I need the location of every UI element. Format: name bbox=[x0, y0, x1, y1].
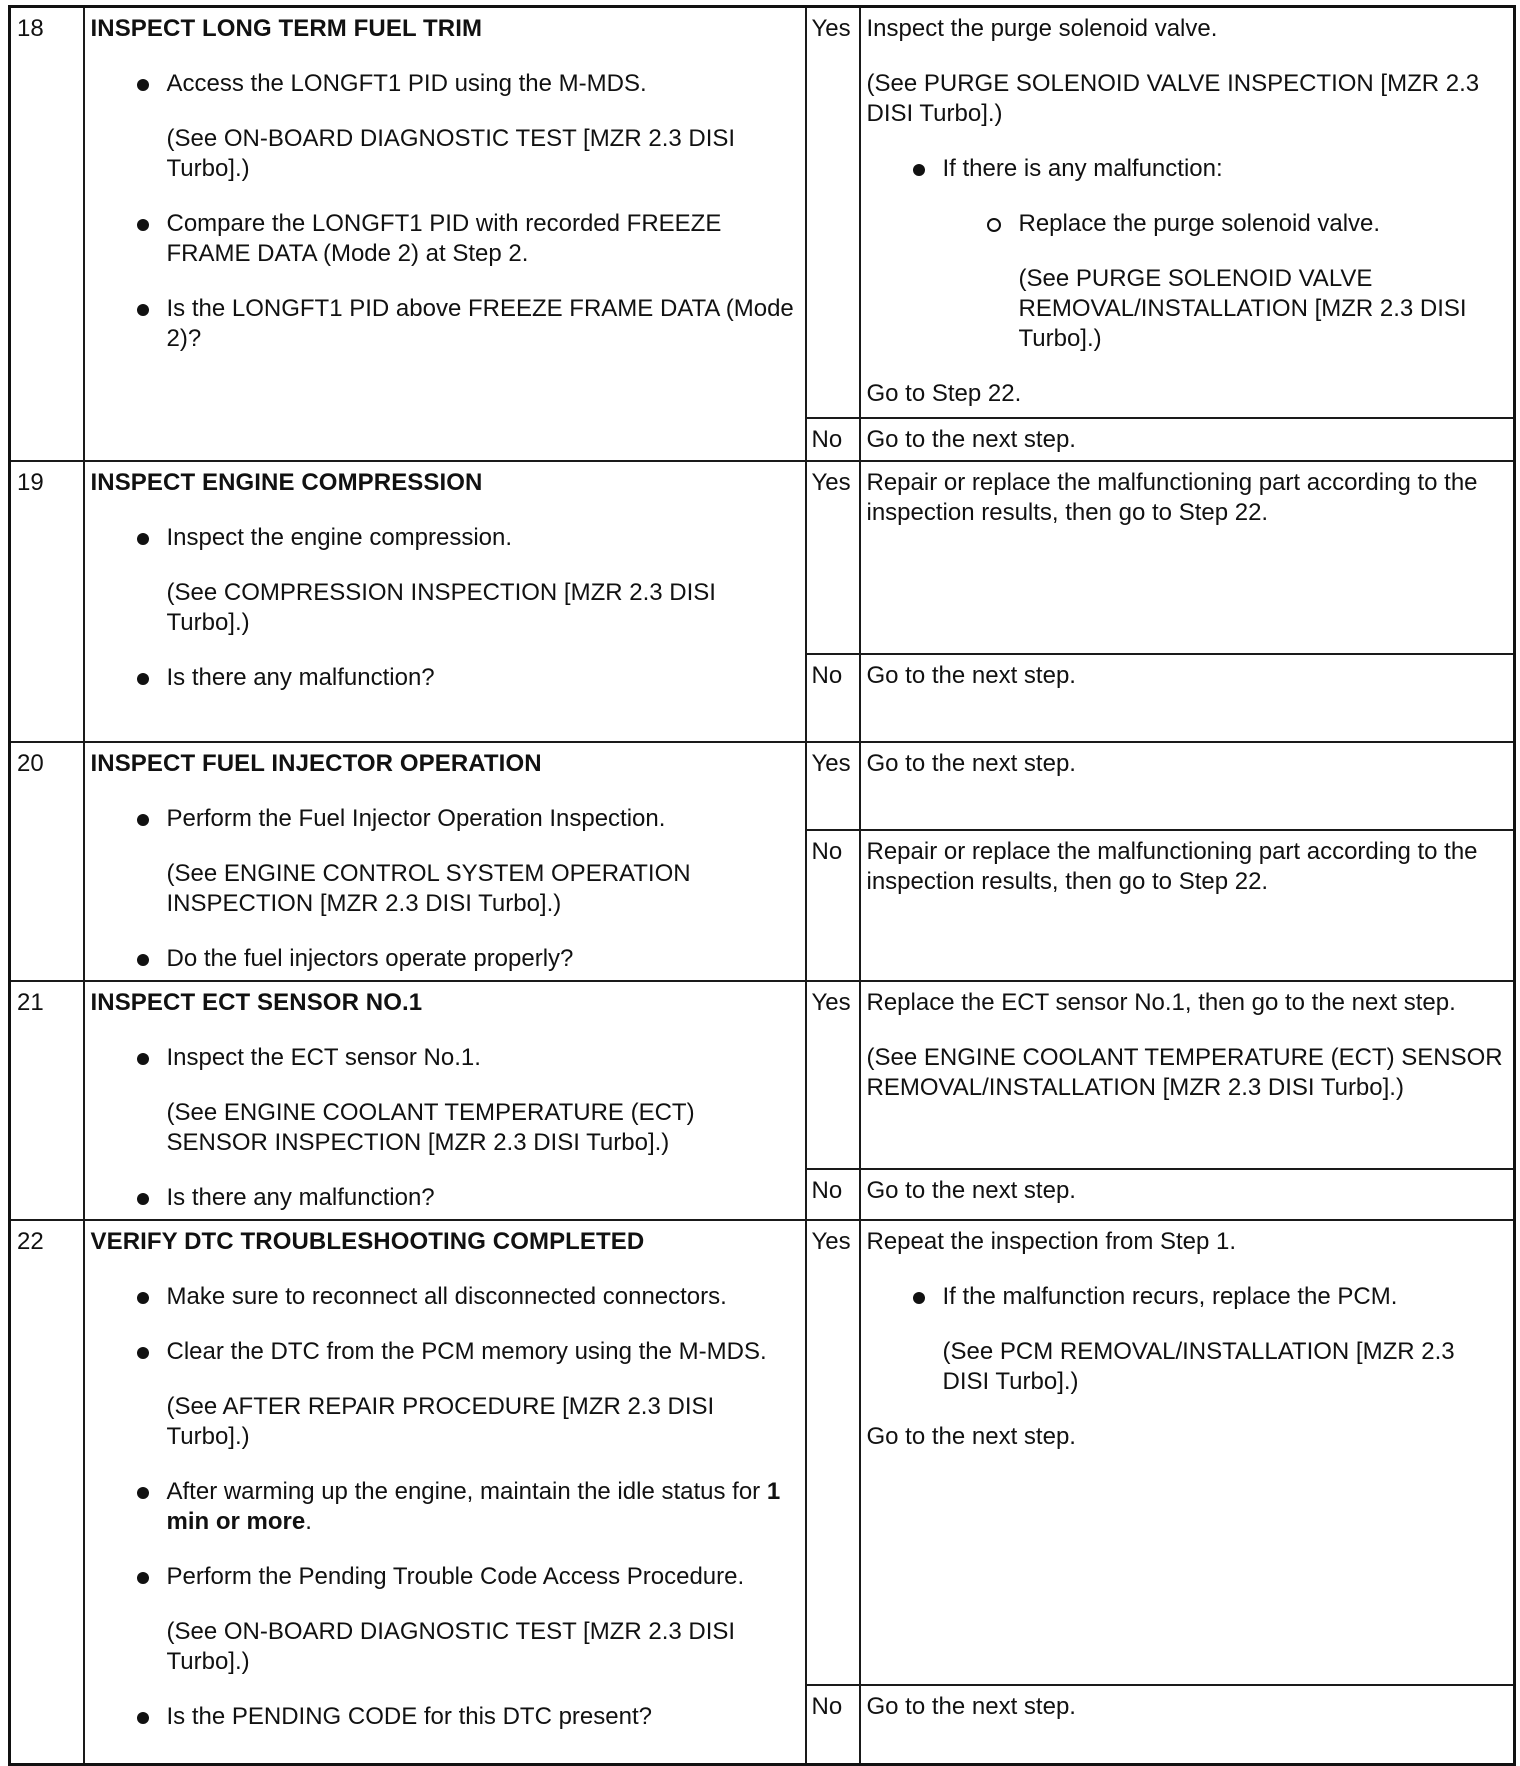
bullet-text: After warming up the engine, maintain the idle status for bbox=[166, 1477, 767, 1505]
diagnostic-procedure-table bbox=[8, 5, 1516, 1766]
reference-note: (See AFTER REPAIR PROCEDURE [MZR 2.3 DISI Turbo].) bbox=[166, 1392, 715, 1450]
inspection-cell bbox=[84, 461, 806, 742]
bullet-item: Inspect the engine compression. bbox=[91, 523, 799, 553]
bullet-text-end: . bbox=[305, 1507, 312, 1535]
step-number: 21 bbox=[10, 981, 84, 1220]
step-heading: INSPECT FUEL INJECTOR OPERATION bbox=[90, 749, 542, 777]
step-row-19 bbox=[10, 461, 1515, 654]
yes-label: Yes bbox=[806, 1220, 860, 1685]
yes-label: Yes bbox=[806, 742, 860, 830]
bullet-item: Make sure to reconnect all disconnected connectors. bbox=[91, 1282, 799, 1312]
no-action-cell: Repair or replace the malfunctioning part according to the inspection results, then go to Step 22. bbox=[860, 830, 1515, 981]
action-bullet: If there is any malfunction: bbox=[867, 154, 1508, 184]
yes-action-cell bbox=[860, 1220, 1515, 1685]
bullet-item bbox=[91, 1477, 799, 1537]
yes-label: Yes bbox=[806, 7, 860, 418]
no-label: No bbox=[806, 418, 860, 461]
reference-note: (See PCM REMOVAL/INSTALLATION [MZR 2.3 DISI Turbo].) bbox=[942, 1337, 1455, 1395]
no-label: No bbox=[806, 654, 860, 742]
step-row-20 bbox=[10, 742, 1515, 830]
yes-label: Yes bbox=[806, 981, 860, 1169]
step-row-18 bbox=[10, 7, 1515, 418]
step-number: 20 bbox=[10, 742, 84, 981]
action-text: Replace the ECT sensor No.1, then go to the next step. bbox=[866, 988, 1456, 1016]
inspection-cell bbox=[84, 981, 806, 1220]
bullet-item: Do the fuel injectors operate properly? bbox=[91, 944, 799, 974]
reference-note: (See ENGINE CONTROL SYSTEM OPERATION INSPECTION [MZR 2.3 DISI Turbo].) bbox=[166, 859, 691, 917]
bullet-item: Perform the Fuel Injector Operation Inspection. bbox=[91, 804, 799, 834]
bullet-item: Compare the LONGFT1 PID with recorded FREEZE FRAME DATA (Mode 2) at Step 2. bbox=[91, 209, 799, 269]
bullet-item: Inspect the ECT sensor No.1. bbox=[91, 1043, 799, 1073]
step-row-21 bbox=[10, 981, 1515, 1169]
bullet-item: Is there any malfunction? bbox=[91, 663, 799, 693]
reference-note: (See ON-BOARD DIAGNOSTIC TEST [MZR 2.3 DISI Turbo].) bbox=[166, 1617, 736, 1675]
step-number: 19 bbox=[10, 461, 84, 742]
action-bullet: If the malfunction recurs, replace the PCM. bbox=[867, 1282, 1508, 1312]
no-label: No bbox=[806, 1169, 860, 1220]
yes-action-cell: Repair or replace the malfunctioning part according to the inspection results, then go to Step 22. bbox=[860, 461, 1515, 654]
step-row-22 bbox=[10, 1220, 1515, 1685]
no-action-cell: Go to the next step. bbox=[860, 654, 1515, 742]
reference-note: (See PURGE SOLENOID VALVE REMOVAL/INSTALLATION [MZR 2.3 DISI Turbo].) bbox=[1018, 265, 1467, 352]
bullet-emphasis: 1 min or more bbox=[166, 1477, 781, 1535]
inspection-cell bbox=[84, 742, 806, 981]
action-text: Go to the next step. bbox=[866, 1422, 1076, 1450]
action-sub-bullet: Replace the purge solenoid valve. bbox=[867, 209, 1508, 239]
yes-action-cell bbox=[860, 7, 1515, 418]
inspection-cell bbox=[84, 7, 806, 461]
bullet-item: Is the PENDING CODE for this DTC present? bbox=[91, 1702, 799, 1732]
action-text: Go to Step 22. bbox=[866, 380, 1022, 407]
action-text: Repeat the inspection from Step 1. bbox=[866, 1227, 1237, 1255]
reference-note: (See COMPRESSION INSPECTION [MZR 2.3 DISI Turbo].) bbox=[166, 578, 716, 636]
no-label: No bbox=[806, 1685, 860, 1765]
step-number: 22 bbox=[10, 1220, 84, 1765]
action-text: Inspect the purge solenoid valve. bbox=[866, 15, 1218, 42]
no-action-cell: Go to the next step. bbox=[860, 418, 1515, 461]
step-heading: INSPECT ECT SENSOR NO.1 bbox=[90, 988, 423, 1016]
step-heading: INSPECT ENGINE COMPRESSION bbox=[90, 468, 483, 496]
step-number: 18 bbox=[10, 7, 84, 461]
bullet-item: Is the LONGFT1 PID above FREEZE FRAME DATA (Mode 2)? bbox=[91, 294, 799, 354]
reference-note: (See PURGE SOLENOID VALVE INSPECTION [MZR 2.3 DISI Turbo].) bbox=[866, 70, 1480, 127]
step-heading: VERIFY DTC TROUBLESHOOTING COMPLETED bbox=[90, 1227, 645, 1255]
bullet-item: Perform the Pending Trouble Code Access Procedure. bbox=[91, 1562, 799, 1592]
reference-note: (See ENGINE COOLANT TEMPERATURE (ECT) SENSOR REMOVAL/INSTALLATION [MZR 2.3 DISI Turbo].) bbox=[866, 1043, 1503, 1101]
no-label: No bbox=[806, 830, 860, 981]
reference-note: (See ENGINE COOLANT TEMPERATURE (ECT) SENSOR INSPECTION [MZR 2.3 DISI Turbo].) bbox=[166, 1098, 695, 1156]
yes-label: Yes bbox=[806, 461, 860, 654]
step-heading: INSPECT LONG TERM FUEL TRIM bbox=[90, 15, 483, 42]
reference-note: (See ON-BOARD DIAGNOSTIC TEST [MZR 2.3 DISI Turbo].) bbox=[166, 125, 736, 182]
bullet-item: Access the LONGFT1 PID using the M-MDS. bbox=[91, 69, 799, 99]
no-action-cell: Go to the next step. bbox=[860, 1685, 1515, 1765]
yes-action-cell bbox=[860, 981, 1515, 1169]
no-action-cell: Go to the next step. bbox=[860, 1169, 1515, 1220]
bullet-item: Is there any malfunction? bbox=[91, 1183, 799, 1213]
inspection-cell bbox=[84, 1220, 806, 1765]
bullet-item: Clear the DTC from the PCM memory using the M-MDS. bbox=[91, 1337, 799, 1367]
yes-action-cell: Go to the next step. bbox=[860, 742, 1515, 830]
